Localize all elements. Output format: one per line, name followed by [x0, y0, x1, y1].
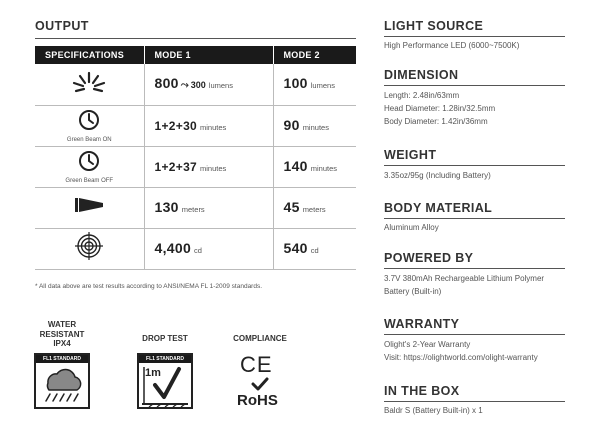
checkmark-icon — [251, 377, 269, 391]
mode1-runtime-on-unit: minutes — [200, 122, 227, 132]
mode2-lumens-unit: lumens — [310, 81, 335, 91]
mode2-lumens-value: 100 — [283, 75, 308, 92]
header-mode-2: MODE 2 — [273, 46, 356, 64]
dimension-head-diameter: Head Diameter: 1.28in/32.5mm — [384, 104, 496, 113]
rohs-mark: RoHS — [237, 392, 278, 409]
mode2-distance-unit: meters — [302, 204, 326, 214]
light-source-text: High Performance LED (6000~7500K) — [384, 41, 520, 50]
powered-by-title: POWERED BY — [384, 251, 474, 265]
mode1-runtime-on-value: 1+2+30 — [154, 118, 198, 133]
water-fl1-bar: FL1 STANDARD — [36, 355, 88, 363]
weight-rule — [384, 165, 565, 166]
mode2-distance-value: 45 — [283, 198, 300, 215]
warranty-title: WARRANTY — [384, 317, 460, 331]
drop-test-title: DROP TEST — [142, 334, 188, 343]
water-title-line1: WATER — [47, 320, 77, 329]
mode1-lumens-low: 300 — [190, 80, 206, 91]
table-row — [35, 228, 356, 269]
output-title: OUTPUT — [35, 19, 89, 33]
mode2-intensity-unit: cd — [310, 245, 319, 255]
clock-icon — [78, 109, 100, 131]
table-row — [35, 64, 356, 105]
mode2-runtime-on-value: 90 — [283, 116, 300, 133]
spec-table — [35, 46, 356, 270]
mode1-runtime-on — [144, 105, 273, 146]
mode1-runtime-off-unit: minutes — [200, 163, 227, 173]
warranty-line1: Olight's 2-Year Warranty — [384, 340, 471, 349]
dimension-body-diameter: Body Diameter: 1.42in/36mm — [384, 117, 488, 126]
mode1-intensity-unit: cd — [194, 245, 202, 255]
mode1-lumens-value: 800 — [154, 75, 179, 92]
weight-title: WEIGHT — [384, 148, 437, 162]
rain-cloud-icon — [36, 363, 88, 407]
mode1-distance-unit: meters — [181, 204, 205, 214]
in-the-box-text: Baldr S (Battery Built-in) x 1 — [384, 406, 483, 415]
decrease-arrow-icon: ⤳ — [180, 80, 189, 92]
body-material-rule — [384, 218, 565, 219]
spec-icon-cell — [35, 187, 144, 228]
spec-header-row — [35, 46, 356, 64]
body-material-text: Aluminum Alloy — [384, 223, 439, 232]
mode2-intensity — [273, 228, 356, 269]
beam-distance-icon — [74, 195, 104, 215]
warranty-link[interactable]: Visit: https://olightworld.com/olight-warranty — [384, 353, 538, 362]
dimension-rule — [384, 85, 565, 86]
spec-icon-cell — [35, 105, 144, 146]
spec-icon-cell — [35, 146, 144, 187]
drop-test-badge — [137, 353, 193, 409]
mode1-distance-value: 130 — [154, 198, 179, 215]
mode1-lumens — [144, 64, 273, 105]
target-icon — [75, 232, 103, 260]
mode1-intensity-value: 4,400 — [154, 239, 192, 256]
sunburst-icon — [71, 70, 107, 94]
mode1-runtime-off — [144, 146, 273, 187]
powered-by-rule — [384, 268, 565, 269]
mode2-lumens — [273, 64, 356, 105]
output-rule — [35, 38, 356, 39]
spec-icon-cell — [35, 228, 144, 269]
table-row — [35, 187, 356, 228]
in-the-box-rule — [384, 401, 565, 402]
compliance-title: COMPLIANCE — [233, 334, 287, 343]
green-beam-on-caption: Green Beam ON — [66, 136, 112, 143]
ce-mark: CE — [240, 352, 273, 377]
light-source-rule — [384, 36, 565, 37]
clock-icon — [78, 150, 100, 172]
drop-height-label: 1m — [145, 367, 161, 379]
green-beam-off-caption: Green Beam OFF — [65, 177, 114, 184]
mode2-runtime-on — [273, 105, 356, 146]
header-mode-1: MODE 1 — [144, 46, 273, 64]
table-row — [35, 105, 356, 146]
mode1-runtime-off-value: 1+2+37 — [154, 159, 198, 174]
body-material-title: BODY MATERIAL — [384, 201, 493, 215]
warranty-rule — [384, 334, 565, 335]
powered-by-line1: 3.7V 380mAh Rechargeable Lithium Polymer — [384, 274, 545, 283]
dimension-title: DIMENSION — [384, 68, 459, 82]
drop-test-icon — [139, 363, 191, 407]
mode1-lumens-unit: lumens — [208, 81, 233, 91]
powered-by-line2: Battery (Built-in) — [384, 287, 442, 296]
weight-text: 3.35oz/95g (Including Battery) — [384, 171, 491, 180]
dimension-length: Length: 2.48in/63mm — [384, 91, 460, 100]
mode2-runtime-off — [273, 146, 356, 187]
water-title-line3: IPX4 — [53, 339, 71, 348]
water-resistant-title — [32, 320, 92, 349]
mode2-distance — [273, 187, 356, 228]
mode2-runtime-off-value: 140 — [283, 157, 308, 174]
header-specifications: SPECIFICATIONS — [35, 46, 144, 64]
mode1-intensity — [144, 228, 273, 269]
mode1-distance — [144, 187, 273, 228]
drop-fl1-bar: FL1 STANDARD — [139, 355, 191, 363]
water-title-line2: RESISTANT — [39, 329, 85, 339]
mode2-runtime-off-unit: minutes — [310, 163, 338, 173]
ansi-footnote: * All data above are test results according to ANSI/NEMA FL 1-2009 standards. — [35, 283, 263, 290]
spec-icon-cell — [35, 64, 144, 105]
in-the-box-title: IN THE BOX — [384, 384, 460, 398]
mode2-intensity-value: 540 — [283, 239, 308, 256]
water-resistant-badge — [34, 353, 90, 409]
light-source-title: LIGHT SOURCE — [384, 19, 484, 33]
mode2-runtime-on-unit: minutes — [302, 122, 329, 132]
table-row — [35, 146, 356, 187]
